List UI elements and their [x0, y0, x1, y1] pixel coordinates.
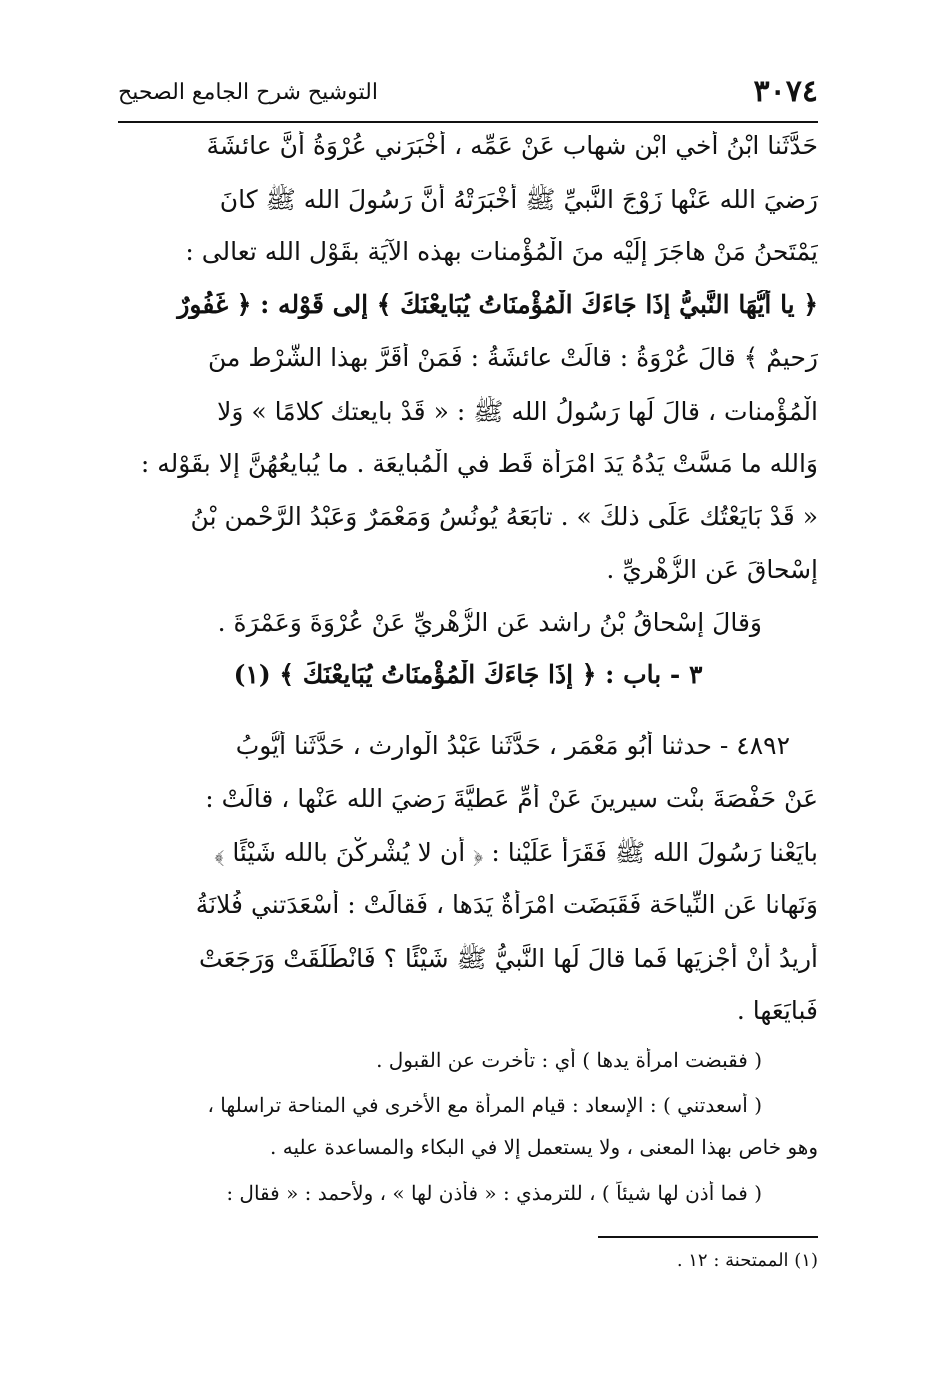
text-line: يَمْتَحنُ مَنْ هاجَرَ إلَيْه منَ الْمُؤْمنات بهذه الآيَة بقَوْل الله تعالى :: [185, 237, 818, 266]
text-line: ٤٨٩٢ - حدثنا أَبُو مَعْمَر ، حَدَّثَنا عَبْدُ الْوارث ، حَدَّثَنا أَيُّوبُ: [235, 731, 790, 760]
text-line: ( فما أذن لها شيئاً ) ، للترمذي : « فأذن لها » ، ولأحمد : « فقال :: [226, 1181, 762, 1205]
text-line: وَالله ما مَسَّتْ يَدُهُ يَدَ امْرَأَة قَط في الْمُبايعَة . ما يُبايعُهُنَّ إلا بقَوْله :: [140, 449, 818, 478]
page-header: [118, 70, 818, 114]
text-line: وَنَهانا عَن النِّياحَة فَقَبَضَت امْرَأَةٌ يَدَها ، فَقالَتْ : أَسْعَدَتني فُلانَةُ: [195, 890, 818, 919]
text-line: ( فقبضت امرأة يدها ) أي : تأخرت عن القبول .: [376, 1048, 762, 1072]
text-line: بايَعْنا رَسُولَ الله ﷺ فَقَرَأَ عَلَيْنا : ﴿ أَن لا يُشْركْنَ بالله شَيْئًا ﴾: [214, 838, 818, 867]
footnote-divider: [598, 1236, 818, 1238]
text-line: فَبايَعَها .: [736, 996, 818, 1025]
text-line: حَدَّثَنا ابْنُ أَخي ابْن شهاب عَنْ عَمِّه ، أَخْبَرَني عُرْوَةُ أَنَّ عائشَةَ: [206, 131, 818, 160]
text-line: رَضيَ الله عَنْها زَوْجَ النَّبيِّ ﷺ أَخْبَرَتْهُ أَنَّ رَسُولَ الله ﷺ كانَ: [219, 185, 818, 214]
header-divider: [118, 121, 818, 123]
text-line: أُريدُ أَنْ أَجْزيَها فَما قالَ لَها النَّبيُّ ﷺ شَيْئًا ؟ فَانْطَلَقَتْ وَرَجَعَتْ: [199, 944, 818, 973]
text-line: ٣ - باب : ﴿ إذَا جَاءَكَ الْمُؤْمنَاتُ يُبَايعْنَكَ ﴾ (١): [233, 660, 703, 689]
text-line: ﴿ يا أَيُّهَا النَّبيُّ إذَا جَاءَكَ الْمُؤْمنَاتُ يُبَايعْنَكَ ﴾ إلى قَوْله : ﴿ غَفُورٌ: [177, 290, 818, 319]
text-line: وَقالَ إسْحاقُ بْنُ راشد عَن الزُّهْريِّ عَنْ عُرْوَةَ وَعَمْرَةَ .: [217, 608, 762, 637]
page-number: ٣٠٧٤: [753, 74, 818, 109]
text-line: رَحيمٌ ﴾ قالَ عُرْوَةُ : قالَتْ عائشَةُ : فَمَنْ أَقَرَّ بهذا الشَّرْط منَ: [208, 343, 818, 372]
book-title: التوشيح شرح الجامع الصحيح: [118, 80, 378, 105]
text-line: « قَدْ بَايَعْتُك عَلَى ذلكَ » . تابَعَهُ يُونُسُ وَمَعْمَرٌ وَعَبْدُ الرَّحْمن بْنُ: [190, 502, 818, 531]
text-line: وهو خاص بهذا المعنى ، ولا يستعمل إلا في البكاء والمساعدة عليه .: [270, 1135, 818, 1159]
footnote: (١) الممتحنة : ١٢ .: [676, 1250, 818, 1271]
text-line: إسْحاقَ عَن الزُّهْريِّ .: [606, 555, 818, 584]
text-line: عَنْ حَفْصَةَ بنْت سيرينَ عَنْ أُمِّ عَطيَّةَ رَضيَ الله عَنْها ، قالَتْ :: [205, 784, 818, 813]
text-line: ( أسعدتني ) : الإسعاد : قيام المرأة مع الأخرى في المناحة تراسلها ،: [207, 1093, 762, 1117]
text-line: الْمُؤْمنات ، قالَ لَها رَسُولُ الله ﷺ : « قَدْ بايعتك كلامًا » وَلا: [217, 397, 818, 426]
